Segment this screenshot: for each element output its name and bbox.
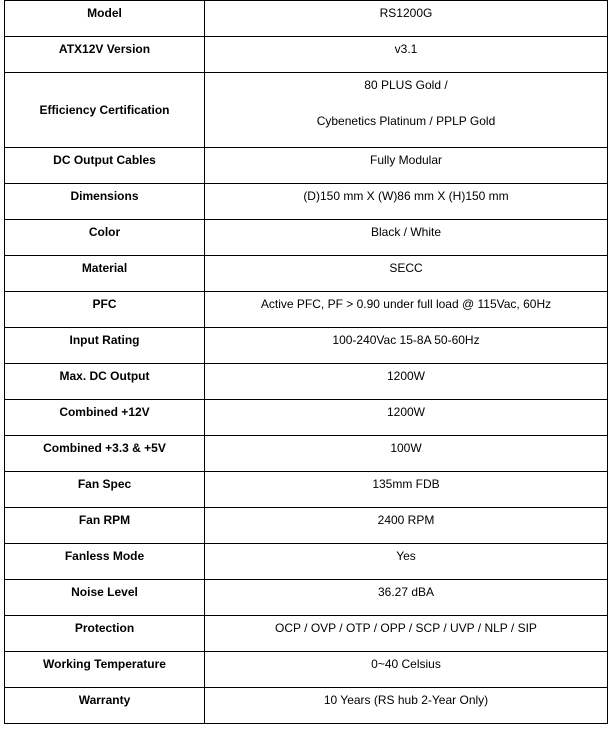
row-value: SECC — [205, 256, 608, 292]
row-label: Working Temperature — [5, 652, 205, 688]
table-row — [5, 400, 608, 436]
row-label: PFC — [5, 292, 205, 328]
table-row — [5, 436, 608, 472]
row-value: OCP / OVP / OTP / OPP / SCP / UVP / NLP / SIP — [205, 616, 608, 652]
row-label: Warranty — [5, 688, 205, 724]
row-value: Fully Modular — [205, 148, 608, 184]
row-label: Input Rating — [5, 328, 205, 364]
row-value: 100-240Vac 15-8A 50-60Hz — [205, 328, 608, 364]
row-label: Combined +3.3 & +5V — [5, 436, 205, 472]
row-value: (D)150 mm X (W)86 mm X (H)150 mm — [205, 184, 608, 220]
row-value: Active PFC, PF > 0.90 under full load @ 115Vac, 60Hz — [205, 292, 608, 328]
row-value: Yes — [205, 544, 608, 580]
table-row — [5, 184, 608, 220]
row-value: v3.1 — [205, 37, 608, 73]
table-row — [5, 508, 608, 544]
row-label: Efficiency Certification — [5, 73, 205, 148]
row-value-line-1: 80 PLUS Gold / — [364, 78, 448, 92]
row-label: DC Output Cables — [5, 148, 205, 184]
row-label: Combined +12V — [5, 400, 205, 436]
row-value: 10 Years (RS hub 2-Year Only) — [205, 688, 608, 724]
row-label: Dimensions — [5, 184, 205, 220]
row-value: 0~40 Celsius — [205, 652, 608, 688]
row-value: 1200W — [205, 400, 608, 436]
table-row — [5, 73, 608, 148]
table-row — [5, 652, 608, 688]
table-row — [5, 580, 608, 616]
row-value: RS1200G — [205, 1, 608, 37]
table-row — [5, 688, 608, 724]
row-value-line-2: Cybenetics Platinum / PPLP Gold — [316, 114, 496, 128]
row-label: Noise Level — [5, 580, 205, 616]
table-row — [5, 37, 608, 73]
row-label: Color — [5, 220, 205, 256]
row-value: 1200W — [205, 364, 608, 400]
table-row — [5, 220, 608, 256]
row-label: ATX12V Version — [5, 37, 205, 73]
table-row — [5, 472, 608, 508]
row-value: 100W — [205, 436, 608, 472]
table-row — [5, 1, 608, 37]
row-label: Fan RPM — [5, 508, 205, 544]
table-row — [5, 616, 608, 652]
row-label: Fanless Mode — [5, 544, 205, 580]
row-label: Model — [5, 1, 205, 37]
row-label: Fan Spec — [5, 472, 205, 508]
row-value — [205, 73, 608, 148]
row-value: 36.27 dBA — [205, 580, 608, 616]
row-value: 135mm FDB — [205, 472, 608, 508]
row-value: 2400 RPM — [205, 508, 608, 544]
row-value: Black / White — [205, 220, 608, 256]
row-label: Material — [5, 256, 205, 292]
table-row — [5, 544, 608, 580]
table-row — [5, 364, 608, 400]
spec-table — [4, 0, 608, 724]
row-label: Protection — [5, 616, 205, 652]
row-label: Max. DC Output — [5, 364, 205, 400]
table-row — [5, 292, 608, 328]
table-row — [5, 256, 608, 292]
table-row — [5, 328, 608, 364]
table-row — [5, 148, 608, 184]
